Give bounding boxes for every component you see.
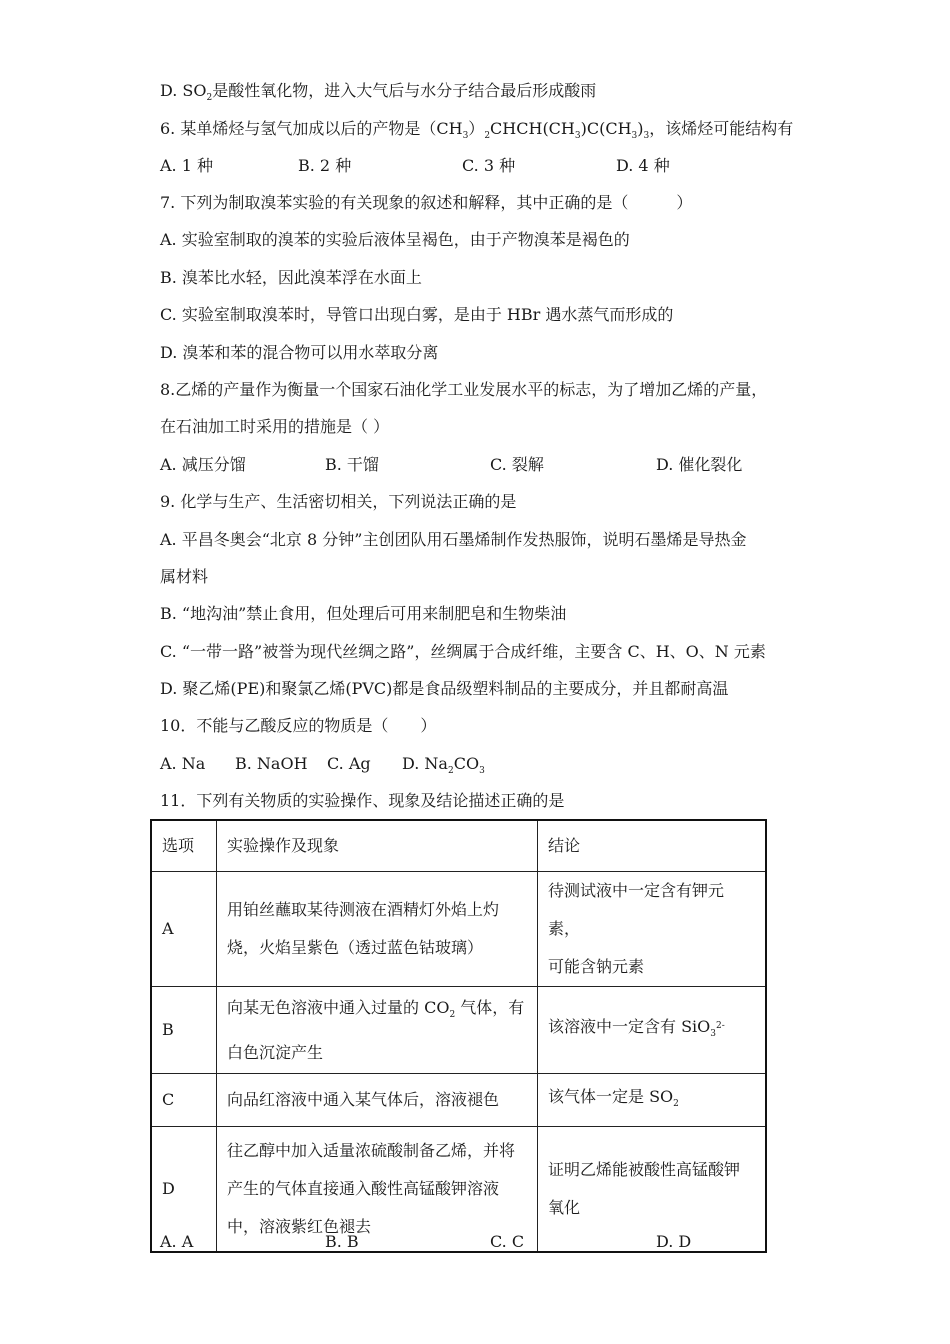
q8-stem-line1: 8.乙烯的产量作为衡量一个国家石油化学工业发展水平的标志，为了增加乙烯的产量， bbox=[160, 380, 768, 399]
q8-option-d: D. 催化裂化 bbox=[656, 455, 743, 474]
q11-option-c: C. C bbox=[490, 1232, 525, 1251]
row-option: D bbox=[151, 1127, 217, 1253]
row-operation: 向品红溶液中通入某气体后，溶液褪色 bbox=[217, 1074, 538, 1127]
q9-option-b: B. “地沟油”禁止食用，但处理后可用来制肥皂和生物柴油 bbox=[160, 604, 567, 623]
q11-option-b: B. B bbox=[325, 1232, 359, 1251]
q11-option-a: A. A bbox=[160, 1232, 194, 1251]
table-row bbox=[151, 987, 766, 1074]
q10-option-b: B. NaOH bbox=[235, 754, 308, 773]
header-option: 选项 bbox=[151, 820, 217, 872]
table-header-row bbox=[151, 820, 766, 872]
q8-option-b: B. 干馏 bbox=[325, 455, 379, 474]
q7-stem: 7. 下列为制取溴苯实验的有关现象的叙述和解释，其中正确的是（ ） bbox=[160, 193, 693, 212]
table-row bbox=[151, 1074, 766, 1127]
row-operation: 向某无色溶液中通入过量的 $CO_2$ 气体，有 白色沉淀产生 bbox=[217, 987, 538, 1074]
q10-option-d: D. $Na_2CO_3$ bbox=[402, 754, 485, 776]
q9-option-c: C. “一带一路”被誉为现代丝绸之路”，丝绸属于合成纤维，主要含 C、H、O、N 元素 bbox=[160, 642, 766, 661]
row-operation: 往乙醇中加入适量浓硫酸制备乙烯，并将 产生的气体直接通入酸性高锰酸钾溶液 中，溶液紫红色褪去 bbox=[217, 1127, 538, 1253]
q7-option-c: C. 实验室制取溴苯时，导管口出现白雾，是由于 HBr 遇水蒸气而形成的 bbox=[160, 305, 674, 324]
row-conclusion: 待测试液中一定含有钾元素， 可能含钠元素 bbox=[538, 872, 767, 987]
header-conclusion: 结论 bbox=[538, 820, 767, 872]
q5-option-d: D. $SO_2$是酸性氧化物，进入大气后与水分子结合最后形成酸雨 bbox=[160, 81, 597, 103]
q6-option-a: A. 1 种 bbox=[160, 156, 213, 175]
row-conclusion: 该溶液中一定含有 SiO$_3^{2-}$ bbox=[538, 987, 767, 1074]
q10-option-a: A. Na bbox=[160, 754, 206, 773]
q9-stem: 9. 化学与生产、生活密切相关，下列说法正确的是 bbox=[160, 492, 517, 511]
row-option: A bbox=[151, 872, 217, 987]
q9-option-a-line1: A. 平昌冬奥会“北京 8 分钟”主创团队用石墨烯制作发热服饰，说明石墨烯是导热金 bbox=[160, 530, 747, 549]
q10-option-c: C. Ag bbox=[327, 754, 371, 773]
q11-option-d: D. D bbox=[656, 1232, 692, 1251]
q9-option-d: D. 聚乙烯(PE)和聚氯乙烯(PVC)都是食品级塑料制品的主要成分，并且都耐高温 bbox=[160, 679, 729, 698]
q7-option-b: B. 溴苯比水轻，因此溴苯浮在水面上 bbox=[160, 268, 422, 287]
q8-option-a: A. 减压分馏 bbox=[160, 455, 246, 474]
q11-table bbox=[150, 819, 767, 1253]
q9-option-a-line2: 属材料 bbox=[160, 567, 209, 586]
q10-stem: 10．不能与乙酸反应的物质是（ ） bbox=[160, 716, 437, 735]
q6-stem: 6. 某单烯烃与氢气加成以后的产物是$(CH_3)_2CHCH(CH_3)C(CH_3)_3$，该烯烃可能结构有 bbox=[160, 119, 794, 141]
q8-option-c: C. 裂解 bbox=[490, 455, 544, 474]
row-option: B bbox=[151, 987, 217, 1074]
q6-option-b: B. 2 种 bbox=[298, 156, 352, 175]
row-operation: 用铂丝蘸取某待测液在酒精灯外焰上灼 烧，火焰呈紫色（透过蓝色钴玻璃） bbox=[217, 872, 538, 987]
q6-option-c: C. 3 种 bbox=[462, 156, 516, 175]
q7-option-d: D. 溴苯和苯的混合物可以用水萃取分离 bbox=[160, 343, 439, 362]
row-option: C bbox=[151, 1074, 217, 1127]
header-operation: 实验操作及现象 bbox=[217, 820, 538, 872]
q8-stem-line2: 在石油加工时采用的措施是（ ） bbox=[160, 417, 390, 436]
q7-option-a: A. 实验室制取的溴苯的实验后液体呈褐色，由于产物溴苯是褐色的 bbox=[160, 230, 630, 249]
table-row bbox=[151, 872, 766, 987]
q11-stem: 11．下列有关物质的实验操作、现象及结论描述正确的是 bbox=[160, 791, 565, 810]
row-conclusion: 该气体一定是 $SO_2$ bbox=[538, 1074, 767, 1127]
q6-option-d: D. 4 种 bbox=[616, 156, 670, 175]
row-conclusion: 证明乙烯能被酸性高锰酸钾 氧化 bbox=[538, 1127, 767, 1253]
